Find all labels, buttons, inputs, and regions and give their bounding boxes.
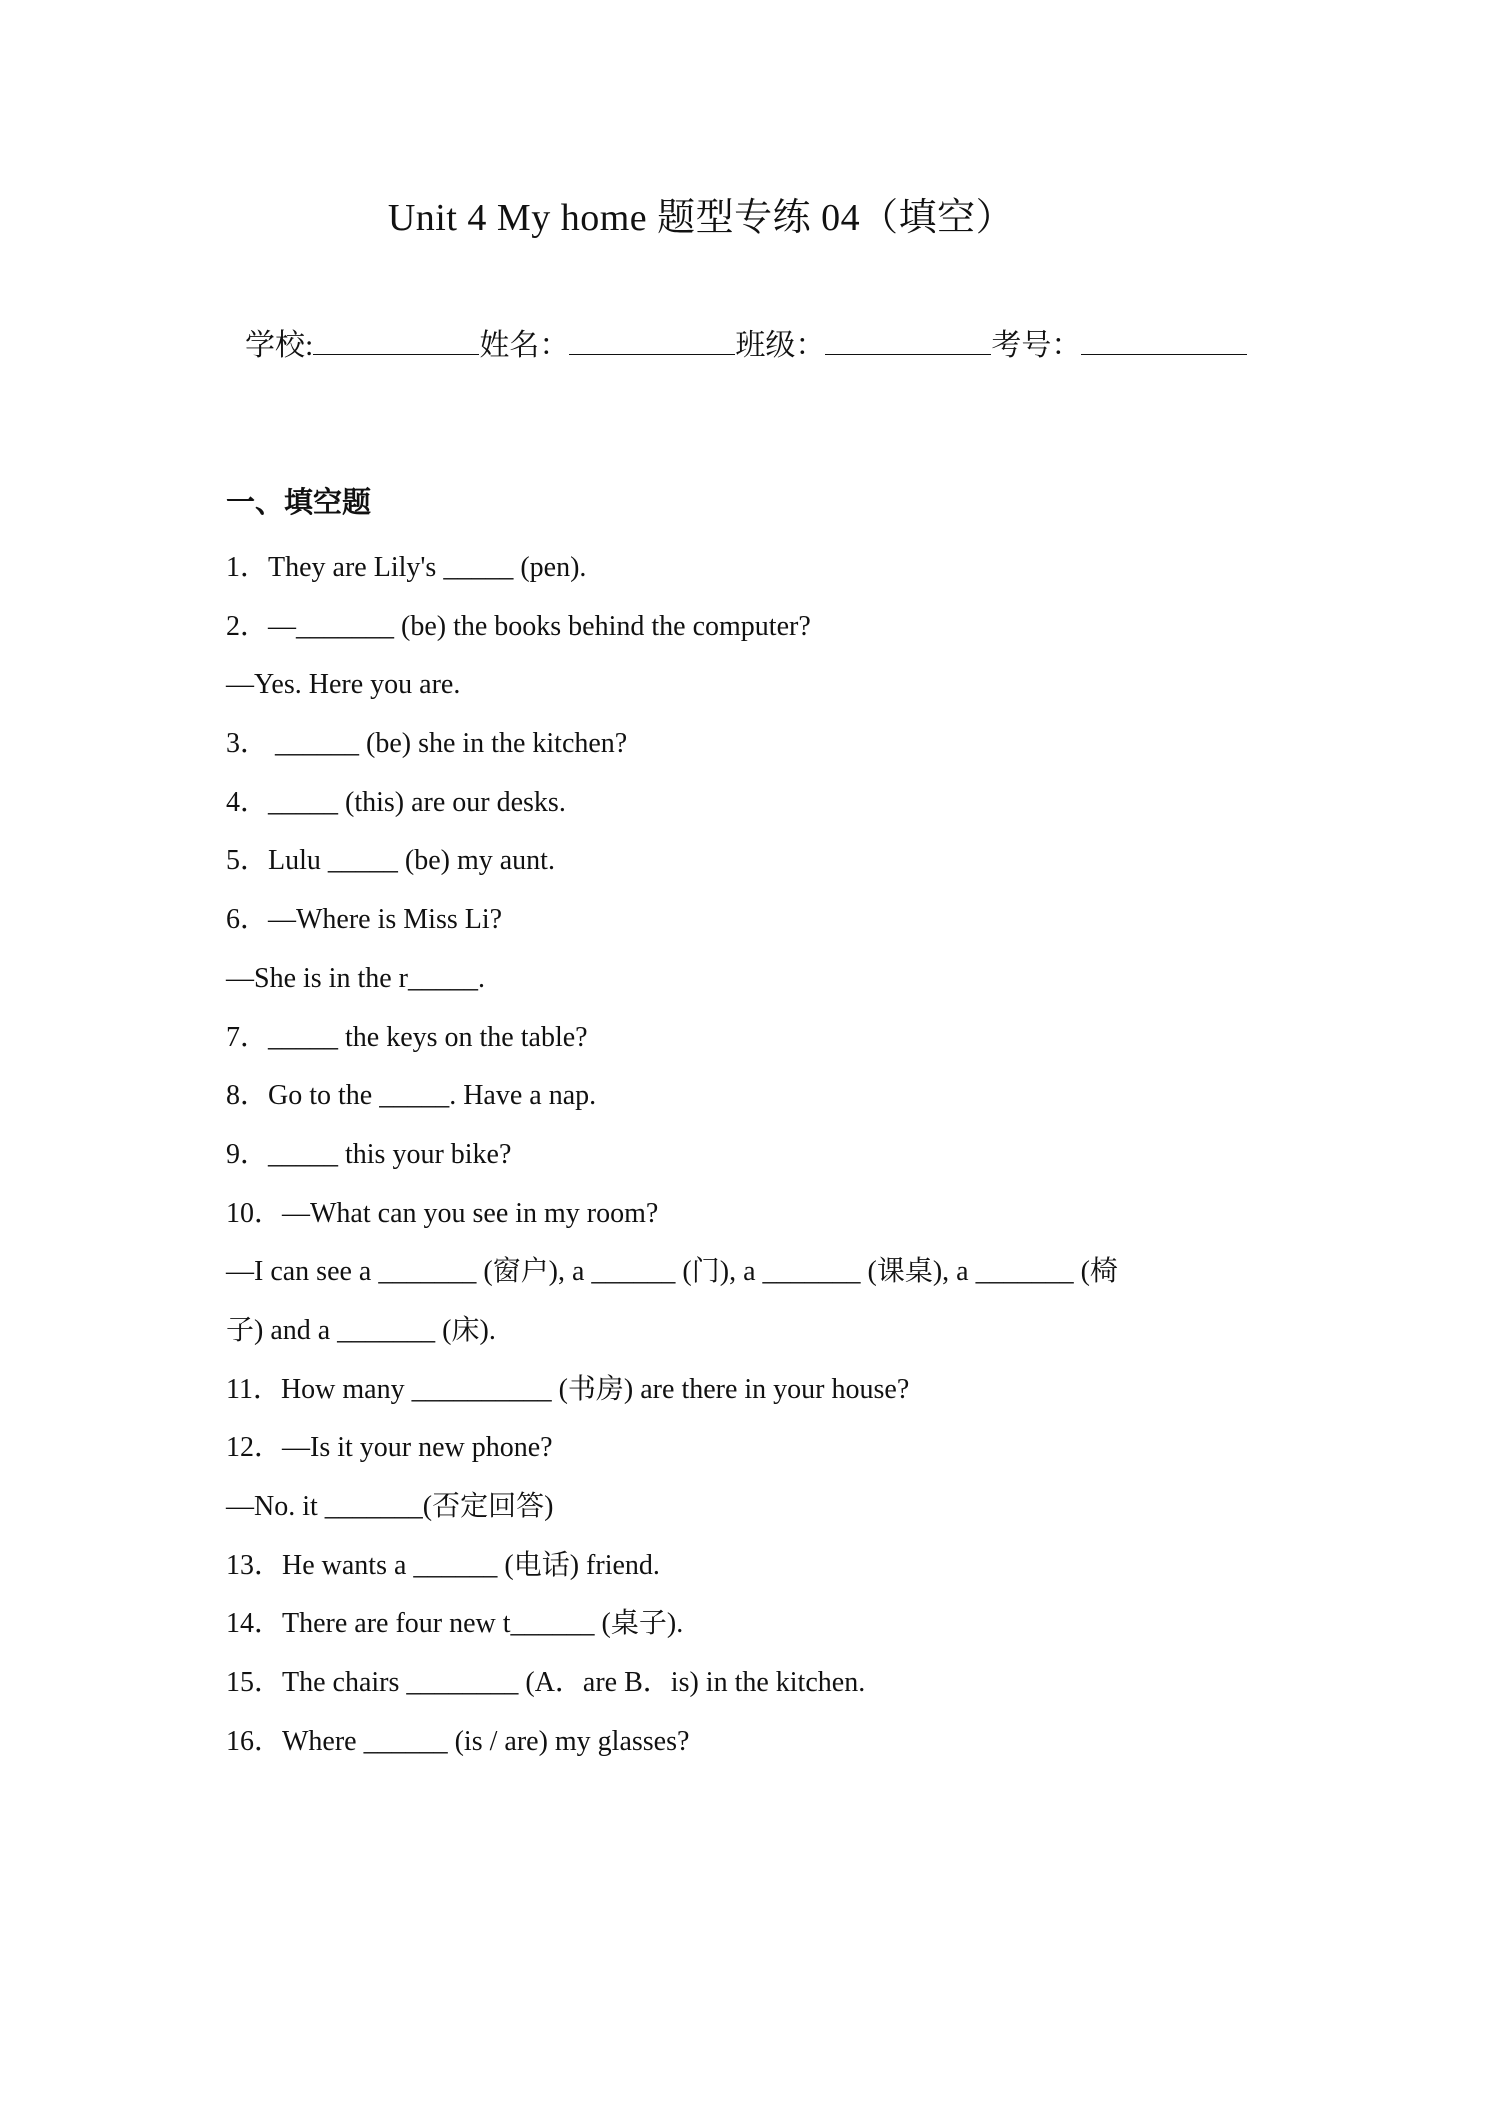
question-2: 2．—_______ (be) the books behind the computer?	[226, 610, 811, 642]
question-2-answer-line: —Yes. Here you are.	[226, 669, 461, 701]
question-5: 5．Lulu _____ (be) my aunt.	[226, 845, 555, 877]
school-label: 学校:	[245, 329, 314, 362]
question-3: 3． ______ (be) she in the kitchen?	[226, 728, 628, 760]
question-15: 15．The chairs ________ (A．are B．is) in the kitchen.	[226, 1667, 866, 1699]
question-10-answer-line: —I can see a _______ (窗户), a ______ (门), a _______ (课桌), a _______ (椅	[226, 1256, 1118, 1288]
question-6-answer-line: —She is in the r_____.	[226, 962, 485, 994]
worksheet-title: Unit 4 My home 题型专练 04（填空）	[387, 197, 1015, 239]
question-4: 4．_____ (this) are our desks.	[226, 786, 566, 818]
question-list	[226, 539, 1246, 1771]
question-1: 1．They are Lily's _____ (pen).	[226, 552, 587, 583]
question-10: 10．—What can you see in my room?	[226, 1197, 659, 1229]
question-13: 13．He wants a ______ (电话) friend.	[226, 1549, 660, 1581]
question-9: 9．_____ this your bike?	[226, 1138, 512, 1170]
student-info-line	[245, 324, 1247, 368]
question-16: 16．Where ______ (is / are) my glasses?	[226, 1725, 690, 1757]
question-7: 7．_____ the keys on the table?	[226, 1021, 588, 1053]
name-label: 姓名：	[479, 329, 570, 362]
class-label: 班级：	[735, 329, 826, 362]
school-blank	[313, 324, 479, 355]
question-14: 14．There are four new t______ (桌子).	[226, 1608, 684, 1640]
class-blank	[825, 324, 991, 355]
exam-number-blank	[1081, 324, 1247, 355]
question-8: 8．Go to the _____. Have a nap.	[226, 1080, 597, 1112]
question-6: 6．—Where is Miss Li?	[226, 904, 503, 936]
section-heading: 一、填空题	[226, 485, 372, 519]
question-12-answer-line: —No. it _______(否定回答)	[226, 1491, 554, 1522]
question-11: 11．How many __________ (书房) are there in your house?	[226, 1373, 910, 1405]
question-12: 12．—Is it your new phone?	[226, 1432, 553, 1464]
question-10-answer-continuation: 子) and a _______ (床).	[226, 1314, 496, 1346]
name-blank	[569, 324, 735, 355]
exam-number-label: 考号：	[991, 329, 1082, 362]
